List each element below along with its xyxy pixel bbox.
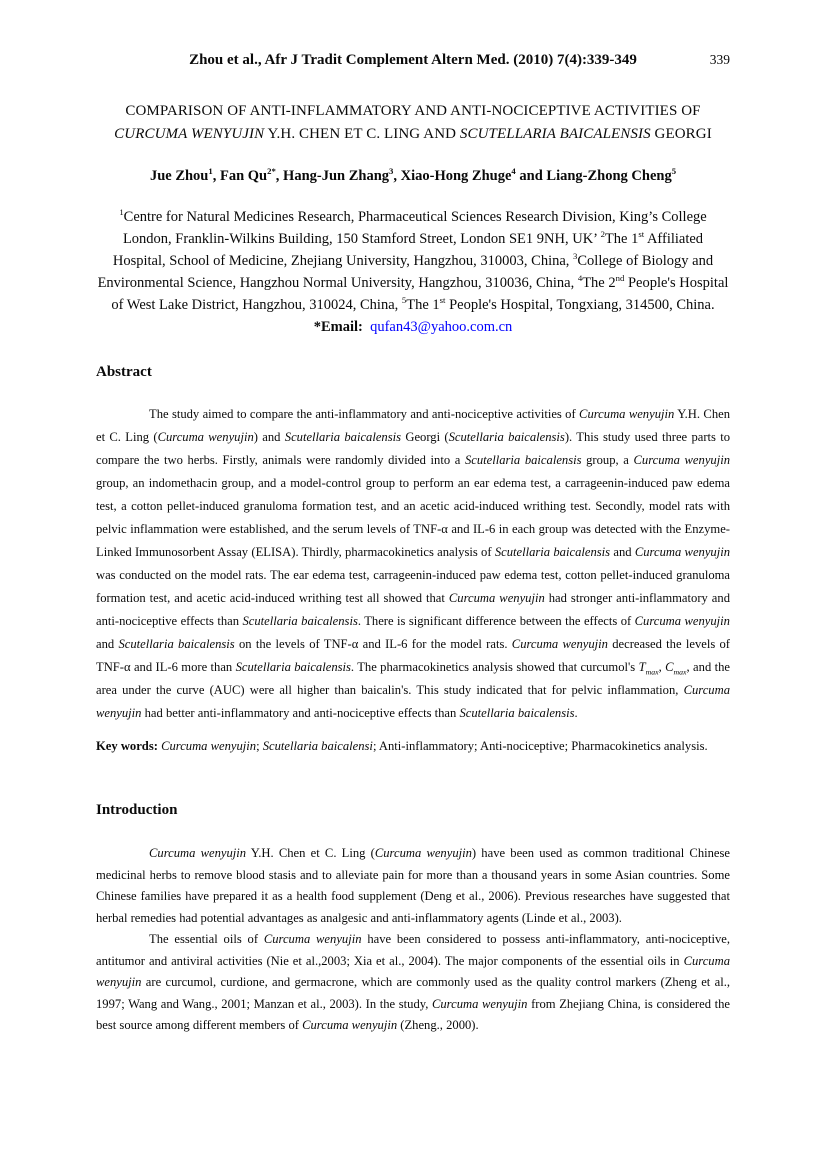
introduction-paragraph-2: The essential oils of Curcuma wenyujin have been considered to possess anti-inflammatory, anti-nociceptive, antitumor and antiviral activities (Nie et al.,2003; Xia et al., 2004). The major components of the essential oils in Curcuma wenyujin are curcumol, curdione, and germacrone, which are commonly used as the quality control markers (Zheng et al., 1997; Wang and Wang., 2001; Manzan et al., 2003). In the study, Curcuma wenyujin from Zhejiang China, is considered the best source among different members of Curcuma wenyujin (Zheng., 2000).	[96, 932, 730, 1032]
article-title-line-2: CURCUMA WENYUJIN Y.H. CHEN ET C. LING AND SCUTELLARIA BAICALENSIS GEORGI	[114, 126, 712, 142]
article-title	[96, 100, 730, 146]
email-line	[96, 316, 730, 338]
abstract-heading: Abstract	[96, 364, 152, 380]
keywords-line: Key words: Curcuma wenyujin; Scutellaria baicalensi; Anti-inflammatory; Anti-nociceptive; Pharmacokinetics analysis.	[96, 739, 708, 753]
article-title-line-1: COMPARISON OF ANTI-INFLAMMATORY AND ANTI-NOCICEPTIVE ACTIVITIES OF	[125, 103, 701, 119]
page-header	[96, 52, 730, 69]
header-citation: Zhou et al., Afr J Tradit Complement Altern Med. (2010) 7(4):339-349	[189, 52, 637, 68]
page-number: 339	[709, 52, 730, 67]
affiliations-block: $^1$Centre for Natural Medicines Research, Pharmaceutical Sciences Research Division, King’s College London, Franklin-Wilkins Building, 150 Stamford Street, London SE1 9NH, UK’ $^2$The 1st Affiliated Hospital, School of Medicine, Zhejiang University, Hangzhou, 310003, China, $^3$College of Biology and Environmental Science, Hangzhou Normal University, Hangzhou, 310036, China, $^4$The 2nd People's Hospital of West Lake District, Hangzhou, 310024, China, $^5$The 1st People's Hospital, Tongxiang, 314500, China.	[97, 207, 729, 313]
introduction-paragraph-1: Curcuma wenyujin Y.H. Chen et C. Ling (Curcuma wenyujin) have been used as common traditional Chinese medicinal herbs to remove blood stasis and to alleviate pain for more than a thousand years in some Asian countries. Some Chinese families have prepared it as a health food supplement (Deng et al., 2006). Previous researches have suggested that herbal remedies had potential advantages as analgesic and anti-inflammatory agents (Linde et al., 2003).	[96, 846, 730, 925]
email-label: *Email:	[313, 319, 363, 335]
authors-line: Jue Zhou$^1$, Fan $Qu^{2*}$, Hang-Jun Zhang$^3$, Xiao-Hong Zhuge$^4$ and Liang-Zhong Cheng$^5$	[149, 166, 677, 184]
email-link[interactable]: qufan43@yahoo.com.cn	[370, 319, 513, 335]
abstract-body: The study aimed to compare the anti-inflammatory and anti-nociceptive activities of Curcuma wenyujin Y.H. Chen et C. Ling (Curcuma wenyujin) and Scutellaria baicalensis Georgi (Scutellaria baicalensis). This study used three parts to compare the two herbs. Firstly, animals were randomly divided into a Scutellaria baicalensis group, a Curcuma wenyujin group, an indomethacin group, and a model-control group to perform an ear edema test, a carrageenin-induced paw edema test, a cotton pellet-induced granuloma formation test, and an acetic acid-induced writhing test. Secondly, model rats with pelvic inflammation were established, and the serum levels of TNF-α and IL-6 in each group was detected with the Enzyme-Linked Immunosorbent Assay (ELISA). Thirdly, pharmacokinetics analysis of Scutellaria baicalensis and Curcuma wenyujin was conducted on the model rats. The ear edema test, carrageenin-induced paw edema test, cotton pellet-induced granuloma formation test, and acetic acid-induced writhing test all showed that Curcuma wenyujin had stronger anti-inflammatory and anti-nociceptive effects than Scutellaria baicalensis. There is significant difference between the effects of Curcuma wenyujin and Scutellaria baicalensis on the levels of TNF-α and IL-6 for the model rats. Curcuma wenyujin decreased the levels of TNF-α and IL-6 more than Scutellaria baicalensis. The pharmacokinetics analysis showed that curcumol's $T_{max}$, $C_{max}$, and the area under the curve (AUC) were all higher than baicalin's. This study indicated that for pelvic inflammation, Curcuma wenyujin had better anti-inflammatory and anti-nociceptive effects than Scutellaria baicalensis.	[96, 407, 731, 720]
introduction-heading: Introduction	[96, 802, 178, 818]
